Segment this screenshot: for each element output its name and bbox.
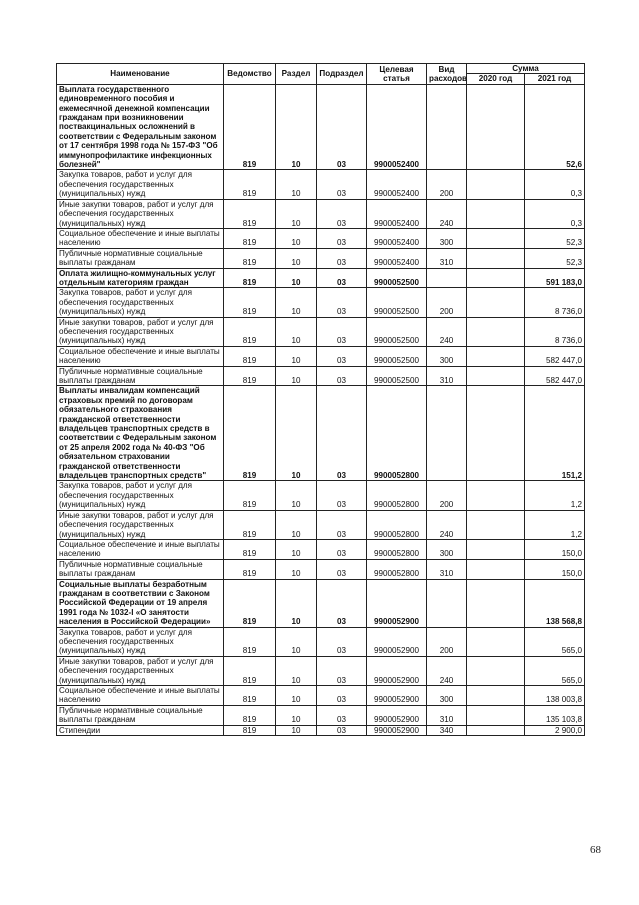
row-target-cell: 9900052900 — [367, 686, 427, 706]
row-section-cell: 10 — [276, 686, 317, 706]
row-dept-cell: 819 — [224, 199, 276, 228]
header-2020: 2020 год — [467, 74, 525, 84]
row-subsection-cell: 03 — [317, 481, 367, 510]
row-2020-cell — [467, 559, 525, 579]
row-dept-cell: 819 — [224, 559, 276, 579]
table-row — [57, 686, 585, 706]
table-row — [57, 481, 585, 510]
row-name-cell: Выплаты инвалидам компенсаций страховых премий по договорам обязательного страхования гражданской ответственности владельцев транспортных средств в соответствии с Федеральным законом от 25 апреля 2002 года № 40-ФЗ "Об обязательном страховании гражданской ответственности владельцев транспортных средств" — [57, 386, 224, 481]
row-dept-cell: 819 — [224, 705, 276, 725]
table-row — [57, 725, 585, 735]
row-2021-cell: 565,0 — [525, 656, 585, 685]
row-section-cell: 10 — [276, 559, 317, 579]
header-section: Раздел — [276, 64, 317, 85]
header-sum: Сумма — [467, 64, 585, 74]
row-dept-cell: 819 — [224, 346, 276, 366]
row-name-cell: Иные закупки товаров, работ и услуг для обеспечения государственных (муниципальных) нужд — [57, 199, 224, 228]
row-target-cell: 9900052800 — [367, 481, 427, 510]
row-dept-cell: 819 — [224, 627, 276, 656]
row-kind-cell: 310 — [427, 248, 467, 268]
row-section-cell: 10 — [276, 317, 317, 346]
row-name-cell: Социальное обеспечение и иные выплаты населению — [57, 539, 224, 559]
row-2021-cell: 150,0 — [525, 559, 585, 579]
row-kind-cell — [427, 386, 467, 481]
row-2021-cell: 0,3 — [525, 170, 585, 199]
table-row — [57, 346, 585, 366]
row-section-cell: 10 — [276, 656, 317, 685]
row-2020-cell — [467, 686, 525, 706]
header-subsection: Подраздел — [317, 64, 367, 85]
header-name: Наименование — [57, 64, 224, 85]
row-section-cell: 10 — [276, 248, 317, 268]
row-name-cell: Социальное обеспечение и иные выплаты населению — [57, 686, 224, 706]
table-row — [57, 510, 585, 539]
row-2020-cell — [467, 579, 525, 627]
table-row — [57, 366, 585, 386]
row-name-cell: Социальные выплаты безработным гражданам в соответствии с Законом Российской Федерации от 19 апреля 1991 года № 1032-I «О занятости населения в Российской Федерации» — [57, 579, 224, 627]
row-2020-cell — [467, 346, 525, 366]
row-target-cell: 9900052500 — [367, 346, 427, 366]
row-target-cell: 9900052400 — [367, 228, 427, 248]
row-section-cell: 10 — [276, 199, 317, 228]
row-2021-cell: 582 447,0 — [525, 366, 585, 386]
table-row — [57, 579, 585, 627]
row-2021-cell: 52,6 — [525, 84, 585, 170]
row-name-cell: Закупка товаров, работ и услуг для обеспечения государственных (муниципальных) нужд — [57, 627, 224, 656]
row-kind-cell: 240 — [427, 656, 467, 685]
row-kind-cell: 310 — [427, 559, 467, 579]
row-2020-cell — [467, 366, 525, 386]
row-dept-cell: 819 — [224, 656, 276, 685]
row-kind-cell — [427, 84, 467, 170]
row-2021-cell: 151,2 — [525, 386, 585, 481]
row-kind-cell: 310 — [427, 705, 467, 725]
row-name-cell: Стипендии — [57, 725, 224, 735]
row-2021-cell: 135 103,8 — [525, 705, 585, 725]
row-section-cell: 10 — [276, 288, 317, 317]
row-dept-cell: 819 — [224, 725, 276, 735]
row-target-cell: 9900052900 — [367, 656, 427, 685]
table-header — [57, 64, 585, 85]
header-target: Целевая статья — [367, 64, 427, 85]
row-kind-cell: 310 — [427, 366, 467, 386]
row-section-cell: 10 — [276, 510, 317, 539]
row-dept-cell: 819 — [224, 317, 276, 346]
row-2020-cell — [467, 386, 525, 481]
row-2021-cell: 150,0 — [525, 539, 585, 559]
row-target-cell: 9900052800 — [367, 559, 427, 579]
row-dept-cell: 819 — [224, 170, 276, 199]
table-row — [57, 539, 585, 559]
row-section-cell: 10 — [276, 705, 317, 725]
row-section-cell: 10 — [276, 627, 317, 656]
row-target-cell: 9900052900 — [367, 579, 427, 627]
table-row — [57, 84, 585, 170]
row-kind-cell: 300 — [427, 346, 467, 366]
row-target-cell: 9900052400 — [367, 170, 427, 199]
row-name-cell: Оплата жилищно-коммунальных услуг отдельным категориям граждан — [57, 268, 224, 288]
row-target-cell: 9900052500 — [367, 366, 427, 386]
row-subsection-cell: 03 — [317, 656, 367, 685]
table-row — [57, 170, 585, 199]
row-2021-cell: 1,2 — [525, 510, 585, 539]
row-2020-cell — [467, 288, 525, 317]
row-name-cell: Выплата государственного единовременного пособия и ежемесячной денежной компенсации гражданам при возникновении поствакцинальных осложнений в соответствии с Федеральным законом от 17 сентября 1998 года № 157-ФЗ "Об иммунопрофилактике инфекционных болезней" — [57, 84, 224, 170]
row-kind-cell: 240 — [427, 510, 467, 539]
row-subsection-cell: 03 — [317, 559, 367, 579]
row-2021-cell: 138 568,8 — [525, 579, 585, 627]
row-target-cell: 9900052900 — [367, 627, 427, 656]
row-2020-cell — [467, 705, 525, 725]
table-row — [57, 268, 585, 288]
row-kind-cell: 300 — [427, 228, 467, 248]
table-row — [57, 199, 585, 228]
row-section-cell: 10 — [276, 228, 317, 248]
row-2021-cell: 52,3 — [525, 228, 585, 248]
row-subsection-cell: 03 — [317, 346, 367, 366]
row-subsection-cell: 03 — [317, 170, 367, 199]
row-subsection-cell: 03 — [317, 288, 367, 317]
row-subsection-cell: 03 — [317, 228, 367, 248]
row-dept-cell: 819 — [224, 386, 276, 481]
row-section-cell: 10 — [276, 170, 317, 199]
row-target-cell: 9900052500 — [367, 317, 427, 346]
row-target-cell: 9900052900 — [367, 705, 427, 725]
row-kind-cell: 240 — [427, 317, 467, 346]
row-2021-cell: 0,3 — [525, 199, 585, 228]
row-2020-cell — [467, 510, 525, 539]
row-section-cell: 10 — [276, 725, 317, 735]
row-target-cell: 9900052500 — [367, 268, 427, 288]
row-2021-cell: 1,2 — [525, 481, 585, 510]
row-subsection-cell: 03 — [317, 705, 367, 725]
table-row — [57, 386, 585, 481]
row-kind-cell: 300 — [427, 539, 467, 559]
row-name-cell: Закупка товаров, работ и услуг для обеспечения государственных (муниципальных) нужд — [57, 170, 224, 199]
row-section-cell: 10 — [276, 84, 317, 170]
row-target-cell: 9900052400 — [367, 248, 427, 268]
table-body — [57, 84, 585, 735]
row-2020-cell — [467, 248, 525, 268]
row-dept-cell: 819 — [224, 481, 276, 510]
row-subsection-cell: 03 — [317, 510, 367, 539]
row-name-cell: Публичные нормативные социальные выплаты гражданам — [57, 366, 224, 386]
row-subsection-cell: 03 — [317, 386, 367, 481]
header-kind: Вид расходов — [427, 64, 467, 85]
row-2021-cell: 52,3 — [525, 248, 585, 268]
row-kind-cell — [427, 579, 467, 627]
row-2021-cell: 138 003,8 — [525, 686, 585, 706]
row-2020-cell — [467, 268, 525, 288]
row-subsection-cell: 03 — [317, 539, 367, 559]
row-kind-cell: 200 — [427, 481, 467, 510]
row-2021-cell: 8 736,0 — [525, 288, 585, 317]
row-target-cell: 9900052900 — [367, 725, 427, 735]
table-row — [57, 228, 585, 248]
row-2020-cell — [467, 317, 525, 346]
row-name-cell: Иные закупки товаров, работ и услуг для обеспечения государственных (муниципальных) нужд — [57, 317, 224, 346]
table-row — [57, 288, 585, 317]
row-subsection-cell: 03 — [317, 317, 367, 346]
row-2020-cell — [467, 84, 525, 170]
row-2021-cell: 591 183,0 — [525, 268, 585, 288]
row-dept-cell: 819 — [224, 268, 276, 288]
row-subsection-cell: 03 — [317, 268, 367, 288]
row-name-cell: Социальное обеспечение и иные выплаты населению — [57, 228, 224, 248]
row-2020-cell — [467, 228, 525, 248]
row-name-cell: Иные закупки товаров, работ и услуг для обеспечения государственных (муниципальных) нужд — [57, 656, 224, 685]
row-target-cell: 9900052400 — [367, 199, 427, 228]
row-section-cell: 10 — [276, 386, 317, 481]
row-name-cell: Публичные нормативные социальные выплаты гражданам — [57, 248, 224, 268]
header-2021: 2021 год — [525, 74, 585, 84]
row-subsection-cell: 03 — [317, 627, 367, 656]
row-kind-cell: 200 — [427, 288, 467, 317]
row-kind-cell: 240 — [427, 199, 467, 228]
row-name-cell: Социальное обеспечение и иные выплаты населению — [57, 346, 224, 366]
row-2020-cell — [467, 199, 525, 228]
row-2020-cell — [467, 627, 525, 656]
row-2020-cell — [467, 170, 525, 199]
row-name-cell: Иные закупки товаров, работ и услуг для обеспечения государственных (муниципальных) нужд — [57, 510, 224, 539]
row-name-cell: Публичные нормативные социальные выплаты гражданам — [57, 705, 224, 725]
row-subsection-cell: 03 — [317, 579, 367, 627]
row-2021-cell: 582 447,0 — [525, 346, 585, 366]
row-name-cell: Закупка товаров, работ и услуг для обеспечения государственных (муниципальных) нужд — [57, 288, 224, 317]
table-row — [57, 627, 585, 656]
row-dept-cell: 819 — [224, 686, 276, 706]
row-dept-cell: 819 — [224, 510, 276, 539]
table-row — [57, 248, 585, 268]
row-2020-cell — [467, 725, 525, 735]
row-2020-cell — [467, 656, 525, 685]
row-2021-cell: 2 900,0 — [525, 725, 585, 735]
row-dept-cell: 819 — [224, 366, 276, 386]
row-target-cell: 9900052800 — [367, 386, 427, 481]
row-dept-cell: 819 — [224, 248, 276, 268]
row-name-cell: Закупка товаров, работ и услуг для обеспечения государственных (муниципальных) нужд — [57, 481, 224, 510]
row-subsection-cell: 03 — [317, 725, 367, 735]
row-dept-cell: 819 — [224, 288, 276, 317]
row-section-cell: 10 — [276, 481, 317, 510]
row-subsection-cell: 03 — [317, 199, 367, 228]
row-subsection-cell: 03 — [317, 686, 367, 706]
row-dept-cell: 819 — [224, 579, 276, 627]
row-section-cell: 10 — [276, 366, 317, 386]
table-row — [57, 705, 585, 725]
row-kind-cell: 200 — [427, 170, 467, 199]
page-number: 68 — [590, 844, 601, 856]
row-2021-cell: 8 736,0 — [525, 317, 585, 346]
table-row — [57, 559, 585, 579]
document-page — [56, 63, 584, 736]
row-target-cell: 9900052400 — [367, 84, 427, 170]
row-name-cell: Публичные нормативные социальные выплаты гражданам — [57, 559, 224, 579]
table-row — [57, 317, 585, 346]
row-section-cell: 10 — [276, 268, 317, 288]
row-kind-cell: 200 — [427, 627, 467, 656]
budget-table — [56, 63, 585, 736]
row-dept-cell: 819 — [224, 539, 276, 559]
row-subsection-cell: 03 — [317, 248, 367, 268]
row-target-cell: 9900052500 — [367, 288, 427, 317]
row-dept-cell: 819 — [224, 84, 276, 170]
row-section-cell: 10 — [276, 579, 317, 627]
row-2021-cell: 565,0 — [525, 627, 585, 656]
row-2020-cell — [467, 481, 525, 510]
row-kind-cell — [427, 268, 467, 288]
row-dept-cell: 819 — [224, 228, 276, 248]
row-section-cell: 10 — [276, 539, 317, 559]
row-target-cell: 9900052800 — [367, 510, 427, 539]
row-kind-cell: 300 — [427, 686, 467, 706]
row-kind-cell: 340 — [427, 725, 467, 735]
row-target-cell: 9900052800 — [367, 539, 427, 559]
row-subsection-cell: 03 — [317, 366, 367, 386]
header-dept: Ведомство — [224, 64, 276, 85]
row-section-cell: 10 — [276, 346, 317, 366]
table-row — [57, 656, 585, 685]
row-2020-cell — [467, 539, 525, 559]
row-subsection-cell: 03 — [317, 84, 367, 170]
